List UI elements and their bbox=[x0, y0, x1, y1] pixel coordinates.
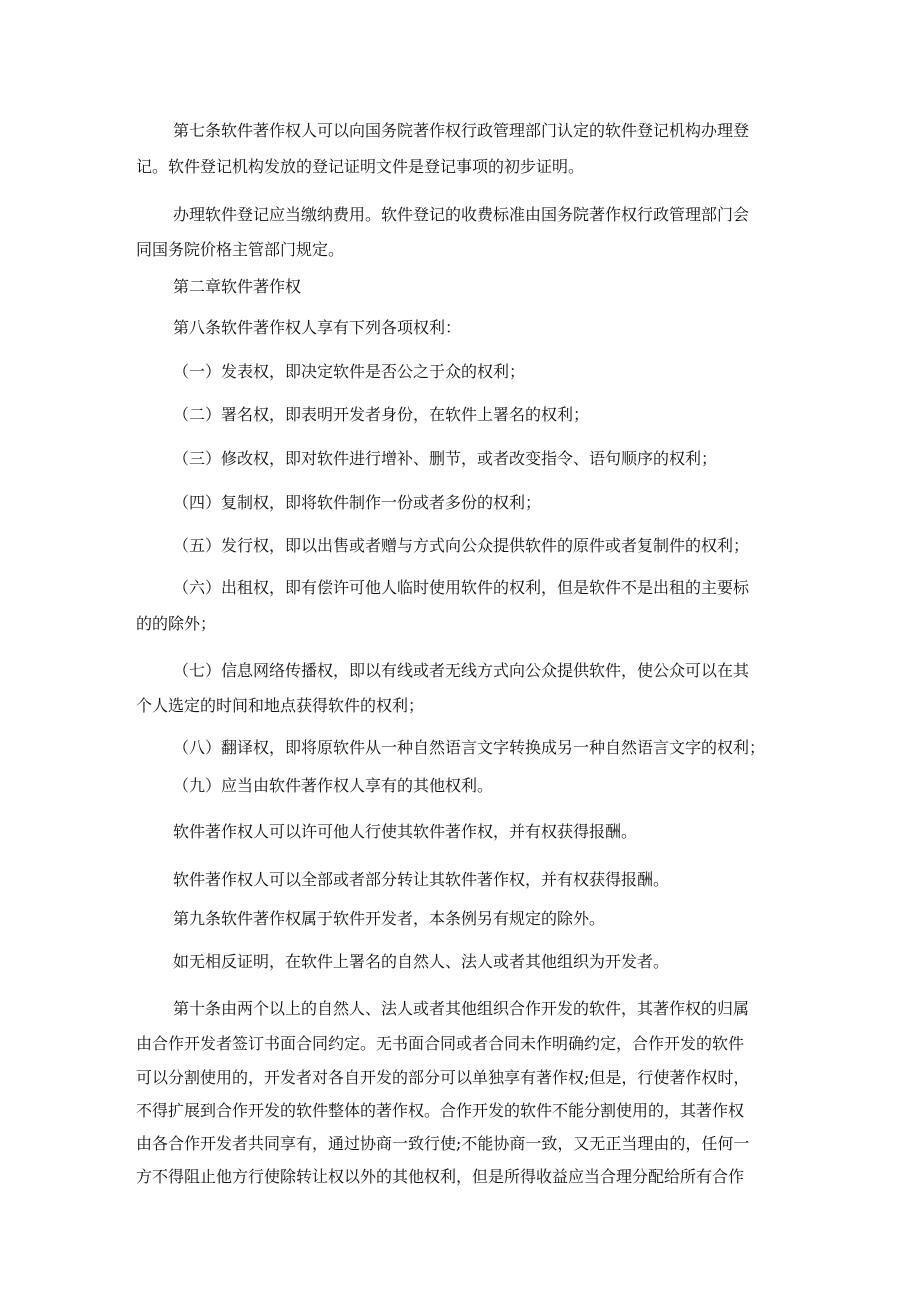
paragraph-line: 方不得阻止他方行使除转让权以外的其他权利，但是所得收益应当合理分配给所有合作 bbox=[136, 1167, 745, 1186]
paragraph-line: 办理软件登记应当缴纳费用。软件登记的收费标准由国务院著作权行政管理部门会 bbox=[173, 205, 750, 224]
paragraph-line: 软件著作权人可以全部或者部分转让其软件著作权，并有权获得报酬。 bbox=[173, 870, 670, 889]
list-item: （七）信息网络传播权，即以有线或者无线方式向公众提供软件，使公众可以在其 bbox=[173, 661, 750, 680]
paragraph-line: 如无相反证明，在软件上署名的自然人、法人或者其他组织为开发者。 bbox=[173, 952, 670, 971]
paragraph-line: 不得扩展到合作开发的软件整体的著作权。合作开发的软件不能分割使用的，其著作权 bbox=[136, 1101, 745, 1120]
list-item: （三）修改权，即对软件进行增补、删节，或者改变指令、语句顺序的权利； bbox=[173, 449, 718, 468]
paragraph-line: 软件著作权人可以许可他人行使其软件著作权，并有权获得报酬。 bbox=[173, 822, 638, 841]
paragraph-line: 可以分割使用的，开发者对各自开发的部分可以单独享有著作权;但是，行使著作权时， bbox=[136, 1068, 750, 1087]
list-item: （二）署名权，即表明开发者身份，在软件上署名的权利； bbox=[173, 405, 590, 424]
paragraph-line: 记。软件登记机构发放的登记证明文件是登记事项的初步证明。 bbox=[136, 157, 585, 176]
list-item: （八）翻译权，即将原软件从一种自然语言文字转换成另一种自然语言文字的权利； bbox=[173, 738, 766, 757]
paragraph-line: 第七条软件著作权人可以向国务院著作权行政管理部门认定的软件登记机构办理登 bbox=[173, 121, 750, 140]
chapter-heading: 第二章软件著作权 bbox=[173, 277, 302, 296]
list-item: （九）应当由软件著作权人享有的其他权利。 bbox=[173, 776, 494, 795]
list-item: （一）发表权，即决定软件是否公之于众的权利； bbox=[173, 362, 526, 381]
list-item: （六）出租权，即有偿许可他人临时使用软件的权利，但是软件不是出租的主要标 bbox=[173, 578, 750, 597]
list-item-continuation: 的的除外； bbox=[136, 614, 217, 633]
paragraph-line: 第九条软件著作权属于软件开发者，本条例另有规定的除外。 bbox=[173, 909, 606, 928]
paragraph-line: 由各合作开发者共同享有，通过协商一致行使;不能协商一致，又无正当理由的，任何一 bbox=[136, 1134, 750, 1153]
list-item: （五）发行权，即以出售或者赠与方式向公众提供软件的原件或者复制件的权利； bbox=[173, 536, 750, 555]
paragraph-line: 同国务院价格主管部门规定。 bbox=[136, 240, 345, 259]
list-item: （四）复制权，即将软件制作一份或者多份的权利； bbox=[173, 493, 542, 512]
article-intro: 第八条软件著作权人享有下列各项权利： bbox=[173, 318, 462, 337]
paragraph-line: 由合作开发者签订书面合同约定。无书面合同或者合同未作明确约定，合作开发的软件 bbox=[136, 1034, 745, 1053]
list-item-continuation: 个人选定的时间和地点获得软件的权利； bbox=[136, 696, 425, 715]
paragraph-line: 第十条由两个以上的自然人、法人或者其他组织合作开发的软件，其著作权的归属 bbox=[173, 999, 750, 1018]
